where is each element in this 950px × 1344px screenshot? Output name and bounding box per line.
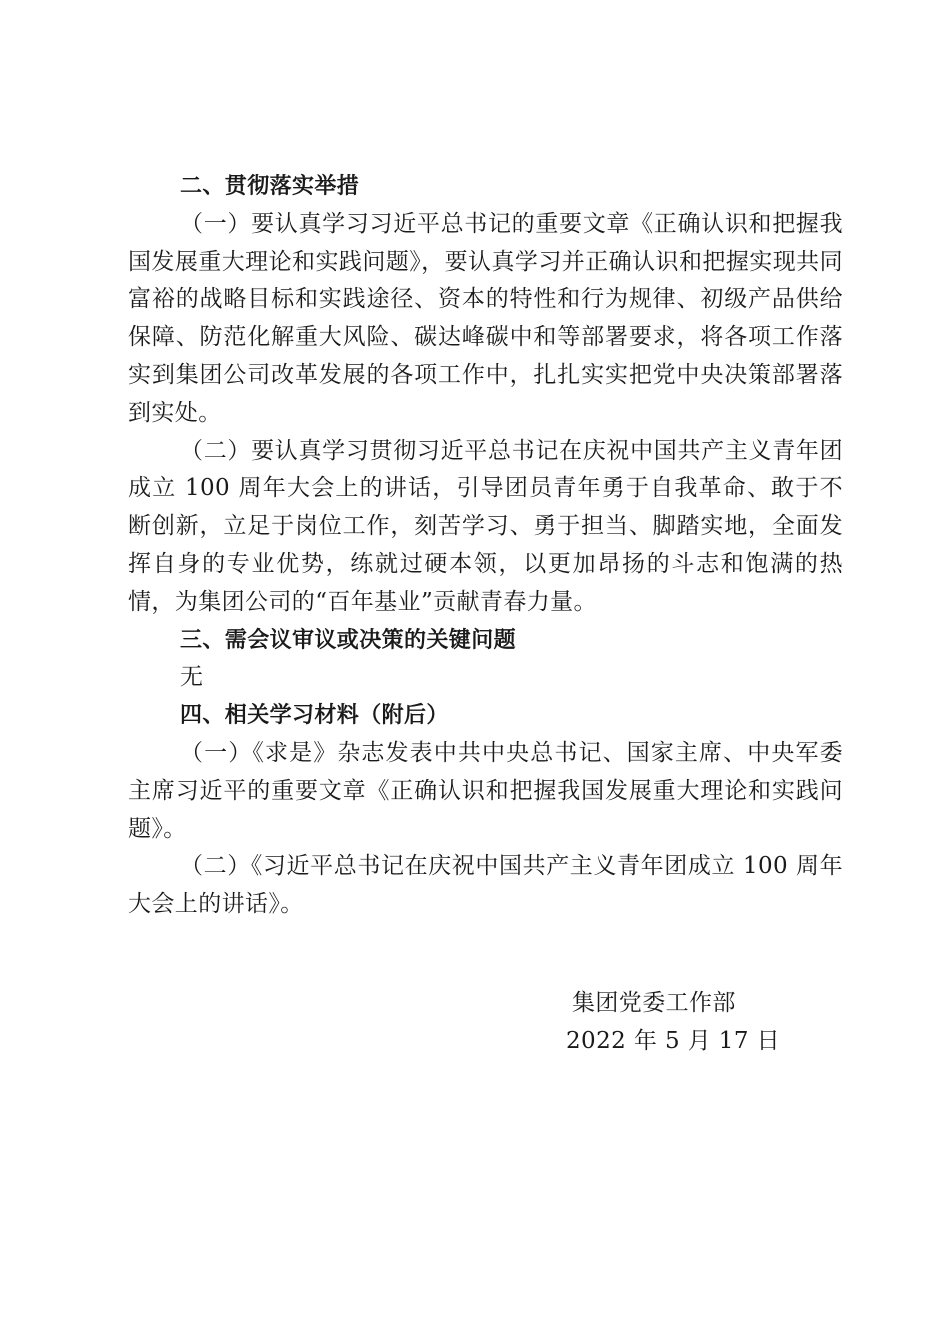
section-3-heading: 三、需会议审议或决策的关键问题 [180, 627, 517, 653]
signature-date: 2022 年 5 月 17 日 [566, 1027, 780, 1054]
section-4-heading: 四、相关学习材料（附后） [180, 703, 449, 729]
section-4-item-1: （一）《求是》杂志发表中共中央总书记、国家主席、中央军委主席习近平的重要文章《正确认识和把握我国发展重大理论和实践问题》。 [128, 739, 843, 842]
section-2-item-1: （一）要认真学习习近平总书记的重要文章《正确认识和把握我国发展重大理论和实践问题》，要认真学习并正确认识和把握实现共同富裕的战略目标和实践途径、资本的特性和行为规律、初级产品供给保障、防范化解重大风险、碳达峰碳中和等部署要求，将各项工作落实到集团公司改革发展的各项工作中，扎扎实实把党中央决策部署落到实处。 [128, 210, 843, 426]
section-2-heading: 二、贯彻落实举措 [180, 174, 360, 199]
section-2-item-2: （二）要认真学习贯彻习近平总书记在庆祝中国共产主义青年团成立 100 周年大会上的讲话，引导团员青年勇于自我革命、敢于不断创新，立足于岗位工作，刻苦学习、勇于担当、脚踏实地，全面发挥自身的专业优势，练就过硬本领，以更加昂扬的斗志和饱满的热情，为集团公司的“百年基业”贡献青春力量。 [128, 437, 843, 615]
signature-block [566, 985, 866, 1061]
signature-organization: 集团党委工作部 [572, 990, 736, 1016]
section-3-body: 无 [180, 664, 204, 691]
document-body [128, 168, 843, 924]
section-4-item-2: （二）《习近平总书记在庆祝中国共产主义青年团成立 100 周年大会上的讲话》。 [128, 853, 843, 918]
